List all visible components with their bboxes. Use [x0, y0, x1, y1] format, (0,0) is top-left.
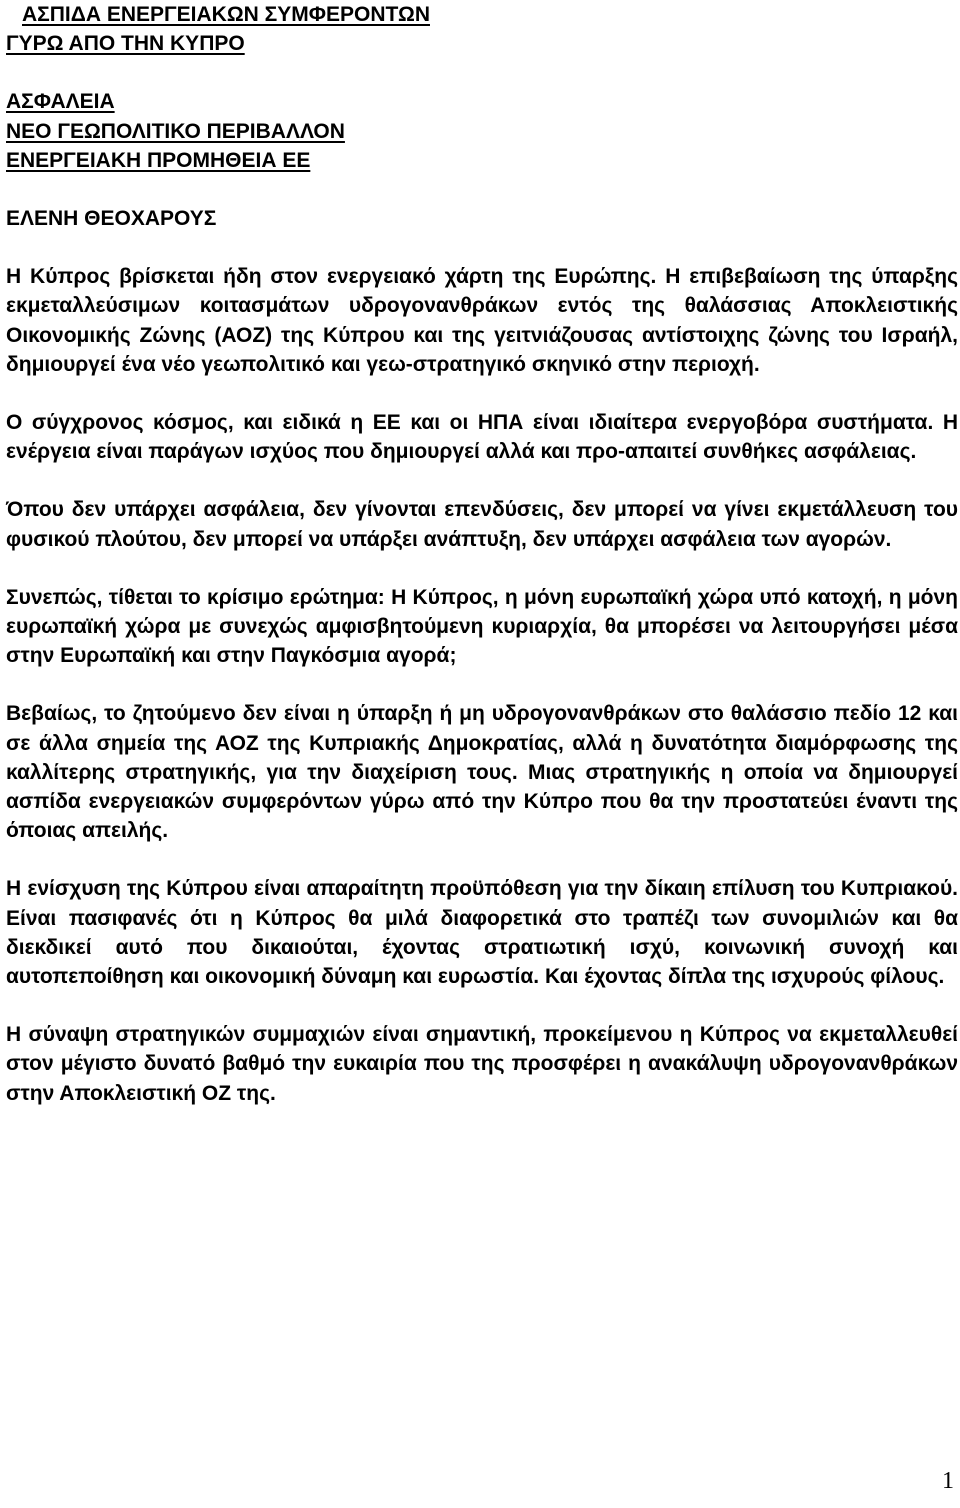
spacer: [6, 233, 958, 262]
spacer: [6, 58, 958, 87]
spacer: [6, 175, 958, 204]
subtitle-line-3: ΕΝΕΡΓΕΙΑΚΗ ΠΡΟΜΗΘΕΙΑ ΕΕ: [6, 148, 311, 172]
spacer: [6, 466, 958, 495]
document-title: [6, 0, 958, 58]
spacer: [6, 670, 958, 699]
title-line-2: ΓΥΡΩ ΑΠΟ ΤΗΝ ΚΥΠΡΟ: [6, 32, 245, 56]
paragraph-5: Βεβαίως, το ζητούμενο δεν είναι η ύπαρξη ή μη υδρογονανθράκων στο θαλάσσιο πεδίο 12 και σε άλλα σημεία της ΑΟΖ της Κυπριακής Δημοκρατίας, αλλά η δυνατότητα διαμόρφωσης της καλλίτερης στρατηγικής, για την διαχείριση τους. Μιας στρατηγικής η οποία να δημιουργεί ασπίδα ενεργειακών συμφερόντων γύρω από την Κύπρο που θα την προστατεύει έναντι της όποιας απειλής.: [6, 702, 958, 843]
document-subtitle: [6, 87, 958, 175]
subtitle-line-1: ΑΣΦΑΛΕΙΑ: [6, 90, 115, 114]
paragraph-2: Ο σύγχρονος κόσμος, και ειδικά η ΕΕ και οι ΗΠΑ είναι ιδιαίτερα ενεργοβόρα συστήματα. Η ενέργεια είναι παράγων ισχύος που δημιουργεί αλλά και προ-απαιτεί συνθήκες ασφάλειας.: [6, 411, 958, 464]
paragraph-3: Όπου δεν υπάρχει ασφάλεια, δεν γίνονται επενδύσεις, δεν μπορεί να γίνει εκμετάλλευση του φυσικού πλούτου, δεν μπορεί να υπάρξει ανάπτυξη, δεν υπάρχει ασφάλεια των αγορών.: [6, 498, 958, 551]
author-name: ΕΛΕΝΗ ΘΕΟΧΑΡΟΥΣ: [6, 207, 217, 231]
document-page: [6, 0, 958, 1108]
spacer: [6, 554, 958, 583]
spacer: [6, 379, 958, 408]
title-line-1: ΑΣΠΙΔΑ ΕΝΕΡΓΕΙΑΚΩΝ ΣΥΜΦΕΡΟΝΤΩΝ: [22, 3, 430, 26]
spacer: [6, 991, 958, 1020]
paragraph-7: Η σύναψη στρατηγικών συμμαχιών είναι σημαντική, προκείμενου η Κύπρος να εκμεταλλευθεί στον μέγιστο δυνατό βαθμό την ευκαιρία που της προσφέρει η ανακάλυψη υδρογονανθράκων στην Αποκλειστική ΟΖ της.: [6, 1023, 958, 1105]
paragraph-6: Η ενίσχυση της Κύπρου είναι απαραίτητη προϋπόθεση για την δίκαιη επίλυση του Κυπριακού. Είναι πασιφανές ότι η Κύπρος θα μιλά διαφορετικά στο τραπέζι των συνομιλιών και θα διεκδικεί αυτό που δικαιούται, έχοντας στρατιωτική ισχύ, κοινωνική συνοχή και αυτοπεποίθηση και οικονομική δύναμη και ευρωστία. Και έχοντας δίπλα της ισχυρούς φίλους.: [6, 877, 958, 989]
paragraph-1: Η Κύπρος βρίσκεται ήδη στον ενεργειακό χάρτη της Ευρώπης. Η επιβεβαίωση της ύπαρξης εκμεταλλεύσιμων κοιτασμάτων υδρογονανθράκων εντός της θαλάσσιας Αποκλειστικής Οικονομικής Ζώνης (ΑΟΖ) της Κύπρου και της γειτνιάζουσας αντίστοιχης ζώνης του Ισραήλ, δημιουργεί ένα νέο γεωπολιτικό και γεω-στρατηγικό σκηνικό στην περιοχή.: [6, 265, 958, 376]
paragraph-4: Συνεπώς, τίθεται το κρίσιμο ερώτημα: Η Κύπρος, η μόνη ευρωπαϊκή χώρα υπό κατοχή, η μόνη ευρωπαϊκή χώρα με συνεχώς αμφισβητούμενη κυριαρχία, θα μπορέσει να λειτουργήσει μέσα στην Ευρωπαϊκή και στην Παγκόσμια αγορά;: [6, 585, 958, 668]
subtitle-line-2: ΝΕΟ ΓΕΩΠΟΛΙΤΙΚΟ ΠΕΡΙΒΑΛΛΟΝ: [6, 119, 345, 143]
spacer: [6, 845, 958, 874]
page-number: 1: [942, 1468, 954, 1494]
